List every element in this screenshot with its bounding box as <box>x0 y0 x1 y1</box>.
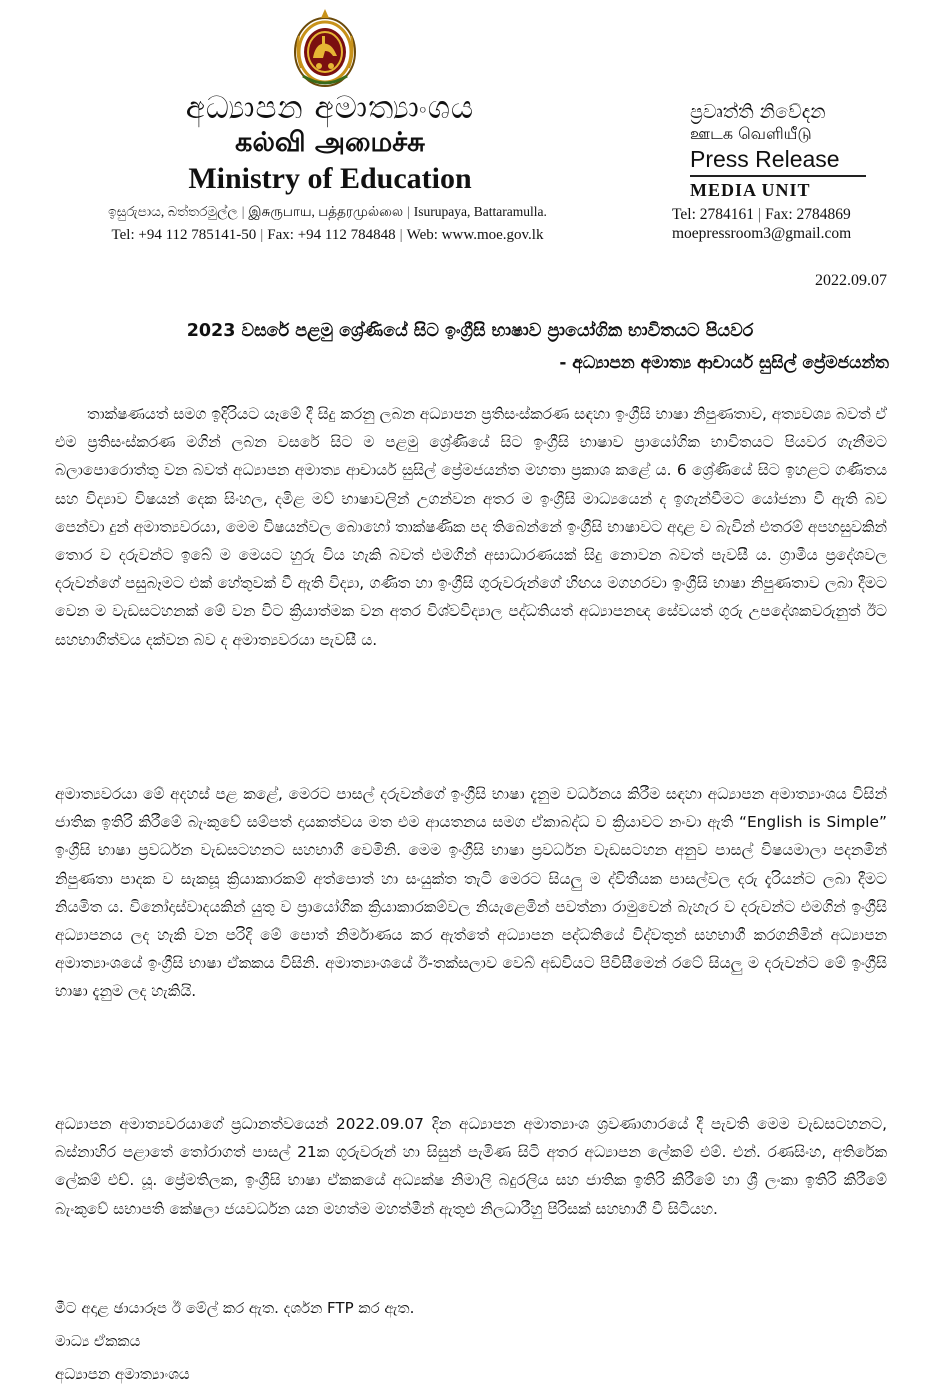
separator: | <box>407 204 410 219</box>
ministry-contact <box>40 225 615 245</box>
paragraph: අමාත්‍යවරයා මේ අදහස් පළ කළේ, මෙරට පාසල් දරුවන්ගේ ඉංග්‍රීසි භාෂා දැනුම වර්ධනය කිරීම සඳහා අධ්‍යාපන අමාත්‍යාංශය විසින් ජාතික ඉතිරි කිරීමේ බැංකුවේ සම්පත් දායකත්වය මත එම ආයතනය සමග ඒකාබද්ධ ව ක්‍රියාවට නංවා ඇති “English is Simple” ඉංග්‍රීසි භාෂා ප්‍රවර්ධන වැඩසටහනට සහභාගී වෙමිනි. මෙම ඉංග්‍රීසි භාෂා ප්‍රවර්ධන වැඩසටහන අනුව පාසල් විෂයමාලා පදනමින් නිපුණතා පාදක ව සැකසූ ක්‍රියාකාරකම් අත්පොත් හා සංයුක්ත තැටි මෙරට සියලු ම ද්විතීයක පාසල්වල දරු දැරියන්ට ලබා දීමට නියමිත ය. විනෝදාස්වාදයකින් යුතු ව ප්‍රායෝගික ක්‍රියාකාරකම්වල නියැළෙමින් පවත්නා රාමුවෙන් බැහැර ව දරුවන්ට එමගින් ඉංග්‍රීසි අධ්‍යාපනය ලද හැකි වන පරිදි මේ පොත් නිර්මාණය කර ඇත්තේ අධ්‍යාපන පද්ධතියේ විද්වතුන් සහභාගී කරගනිමින් අධ්‍යාපන අමාත්‍යාංශයේ ඉංග්‍රීසි භාෂා ඒකකය විසිනි. අමාත්‍යාංශයේ ඊ-තක්සලාව වෙබ් අඩවියට පිවිසීමෙන් රටේ සියලු ම දරුවන්ට මේ ඉංග්‍රීසි භාෂා දැනුම ලද හැකියි. <box>55 785 887 1001</box>
address-sinhala: ඉසුරුපාය, බත්තරමුල්ල <box>108 204 238 219</box>
article-body <box>55 400 887 1223</box>
media-contact <box>672 205 892 225</box>
footer-ministry: අධ්‍යාපන අමාත්‍යාංශය <box>55 1365 190 1383</box>
headline: 2023 වසරේ පළමු ශ්‍රේණියේ සිට ඉංග්‍රීසි භාෂාව ප්‍රායෝගික භාවිතයට පියවර <box>186 321 754 341</box>
separator: | <box>399 227 403 243</box>
sri-lanka-emblem-icon <box>289 6 361 90</box>
ministry-web: Web: www.moe.gov.lk <box>406 227 544 243</box>
ministry-tel: Tel: +94 112 785141-50 <box>111 227 257 243</box>
footer-unit: මාධ්‍ය ඒකකය <box>55 1332 141 1350</box>
byline: - අධ්‍යාපන අමාත්‍ය ආචාර්ය සුසිල් ප්‍රේමජයන්ත <box>559 353 889 373</box>
media-tel: Tel: 2784161 <box>672 206 755 223</box>
ministry-name-english: Ministry of Education <box>188 162 472 195</box>
footer-note: මීට අදාළ ඡායාරූප ඊ මේල් කර ඇත. දර්ශන FTP කර ඇත. <box>55 1299 415 1317</box>
separator: | <box>260 227 264 243</box>
divider <box>690 175 866 177</box>
address-english: Isurupaya, Battaramulla. <box>413 204 547 219</box>
release-date: 2022.09.07 <box>815 272 887 289</box>
footer <box>55 1292 414 1391</box>
press-release-english: Press Release <box>690 146 840 172</box>
ministry-fax: Fax: +94 112 784848 <box>267 227 396 243</box>
media-fax: Fax: 2784869 <box>765 206 851 223</box>
separator: | <box>758 206 762 223</box>
ministry-name-tamil: கல்வி அமைச்சு <box>235 127 425 158</box>
paragraph: අධ්‍යාපන අමාත්‍යවරයාගේ ප්‍රධානත්වයෙන් 2022.09.07 දින අධ්‍යාපන අමාත්‍යාංශ ශ්‍රවණාගාරයේ දී පැවති මෙම වැඩසටහනට, බස්නාහිර පළාතේ තෝරාගත් පාසල් 21ක ගුරුවරුන් හා සිසුන් පැමිණ සිටි අතර අධ්‍යාපන ලේකම් එම්. එන්. රණසිංහ, අතිරේක ලේකම් එච්. යූ. ප්‍රේමතිලක, ඉංග්‍රීසි භාෂා ඒකකයේ අධ්‍යක්ෂ නිමාලි බදුරලිය සහ ජාතික ඉතිරි කිරීමේ හා ශ්‍රී ලංකා ඉතිරි කිරීමේ බැංකුවේ සභාපති කේෂලා ජයවර්ධන යන මහත්ම මහත්මීන් ඇතුළු නිලධාරීහු පිරිසක් සහභාගී වී සිටියහ. <box>55 1115 887 1218</box>
separator: | <box>241 204 245 219</box>
address-tamil: இசுருபாய, பத்தரமுல்லை <box>248 204 404 219</box>
media-unit-label: MEDIA UNIT <box>690 180 811 200</box>
ministry-title-block <box>50 90 610 197</box>
ministry-name-sinhala: අධ්‍යාපන අමාත්‍යාංශය <box>185 90 475 126</box>
press-release-block <box>690 100 870 201</box>
media-email: moepressroom3@gmail.com <box>672 225 852 242</box>
ministry-address <box>40 203 615 221</box>
press-release-tamil: ஊடக வெளியீடு <box>690 124 812 143</box>
paragraph: තාක්ෂණයත් සමග ඉදිරියට යෑමේ දී සිදු කරනු ලබන අධ්‍යාපන ප්‍රතිසංස්කරණ සඳහා ඉංග්‍රීසි භාෂා නිපුණතාව, අත්‍යවශ්‍ය බවත් ඒ එම ප්‍රතිසංස්කරණ මගින් ලබන වසරේ සිට ම පළමු ශ්‍රේණියේ සිට ඉංග්‍රීසි භාෂාව ප්‍රායෝගික භාවිතයට පියවර ගැනීමට බලාපොරොත්තු වන බවත් අධ්‍යාපන අමාත්‍ය ආචාර්ය සුසිල් ප්‍රේමජයන්ත මහතා ප්‍රකාශ කළේ ය. 6 ශ්‍රේණියේ සිට ඉහළට ගණිතය සහ විද්‍යාව විෂයන් දෙක සිංහල, දමිළ මව් භාෂාවලින් උගන්වන අතර ම ඉංග්‍රීසි මාධ්‍යයෙන් ද ඉගැන්වීමට යෝජනා වී ඇති බව පෙන්වා දුන් අමාත්‍යවරයා, මෙම විෂයන්වල බොහෝ තාක්ෂණික පද තිබෙන්නේ ඉංග්‍රීසි භාෂාවට අදාළ ව බැවින් එතරම් අපහසුවකින් තොර ව දරුවන්ට ඉබේ ම මෙයට හුරු විය හැකි බවත් එමගින් අසාධාරණයක් සිදු නොවන බවත් පැවසී ය. ග්‍රාමීය ප්‍රදේශවල දරුවන්ගේ පසුබෑමට එක් හේතුවක් වී ඇති විද්‍යා, ගණිත හා ඉංග්‍රීසි ගුරුවරුන්ගේ හිඟය මගහරවා ඉංග්‍රීසි භාෂා නිපුණතාව ලබා දීමට වෙන ම වැඩසටහනක් මේ වන විට ක්‍රියාත්මක වන අතර විශ්වවිද්‍යාල පද්ධතියත් අධ්‍යාපනඥ සේවයත් ගුරු උපදේශකවරුනුත් ඊට සහභාගිත්වය දක්වන බව ද අමාත්‍යවරයා පැවසී ය. <box>55 405 887 649</box>
press-release-sinhala: ප්‍රවෘත්ති නිවේදන <box>690 101 826 123</box>
